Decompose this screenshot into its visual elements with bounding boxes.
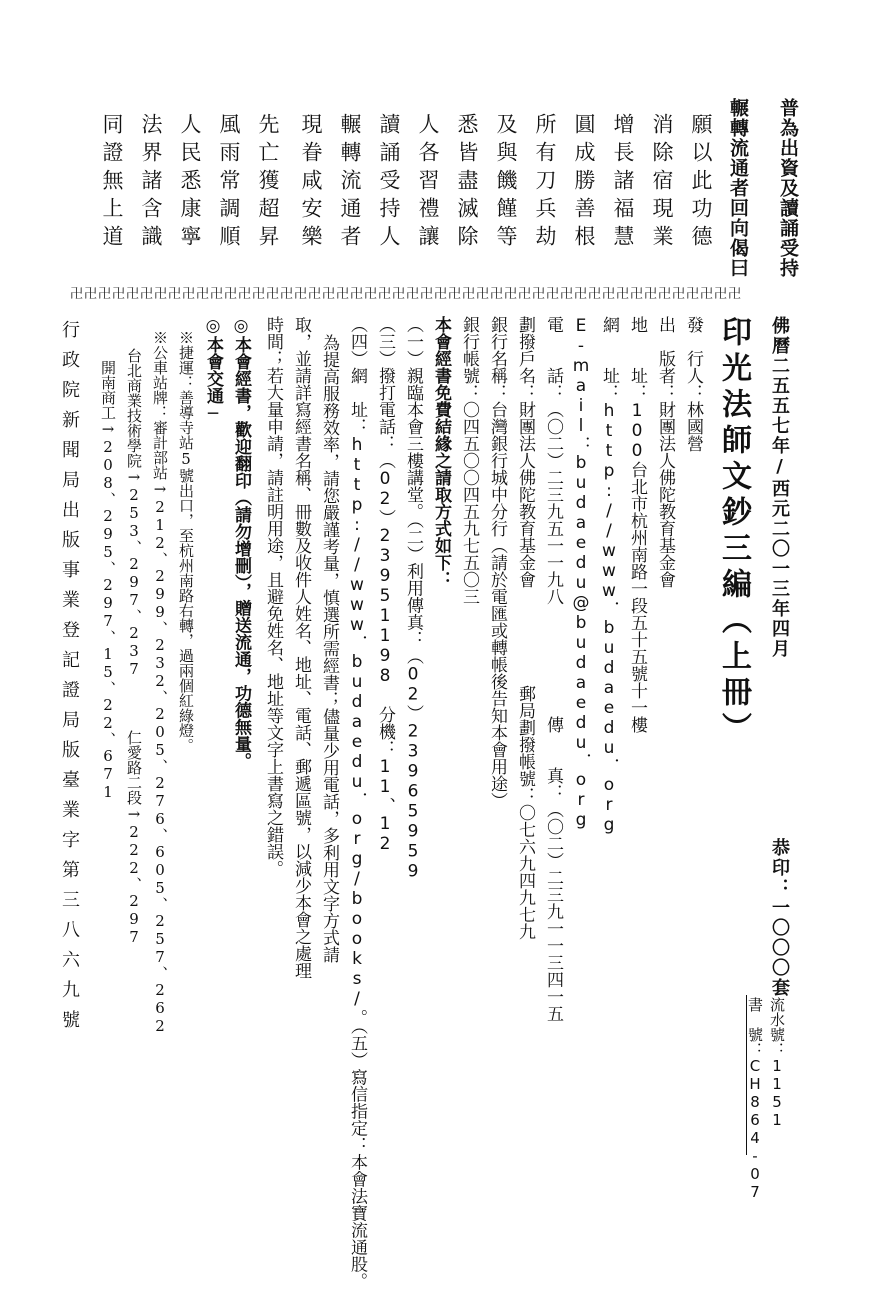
registration-line: 行政院新聞局出版事業登記證局版臺業字第三八六九號 [59, 320, 80, 1040]
phone: 電 話：（〇二）二三九五一一九八 [543, 316, 563, 605]
mrt-directions: ※捷運：善導寺站5號出口，至杭州南路右轉，過兩個紅綠燈。 [177, 330, 195, 753]
ornamental-divider: 卍卍卍卍卍卍卍卍卍卍卍卍卍卍卍卍卍卍卍卍卍卍卍卍卍卍卍卍卍卍卍卍卍卍卍卍卍卍卍卍卍卍卍卍卍卍卍卍 [70, 287, 743, 302]
print-quantity: 恭印：一〇〇〇套 [769, 838, 790, 998]
verse-line: 消除宿現業 [650, 113, 674, 253]
verse-line: 所有刀兵劫 [533, 113, 557, 253]
verse-line: 讀誦受持人 [377, 113, 401, 253]
bus-directions: 台北商業技術學院→253、297、237 [125, 348, 143, 678]
free-copies-heading: 本會經書免費結緣之請取方式如下： [431, 316, 451, 588]
email: E-mail：budaedu@budaedu．org [571, 316, 591, 830]
free-copies-line: （一）親臨本會三樓講堂。（二）利用傳真：（02）23965959 [403, 316, 423, 882]
verse-line: 悉皆盡滅除 [455, 113, 479, 253]
free-copies-line: （三）撥打電話：（02）23951198 分機：11、12 [375, 316, 395, 854]
reprint-notice: ◎本會經書，歡迎翻印（請勿增刪），贈送流通，功德無量。 [231, 316, 251, 770]
verse-line: 現眷咸安樂 [299, 113, 323, 253]
postal-account: 郵局劃撥帳號：〇七六九四九七九 [515, 685, 535, 940]
free-copies-note: 為提高服務效率，請您嚴謹考量，慎選所需經書；儘量少用電話，多利用文字方式請 [319, 334, 339, 963]
bus-directions: 仁愛路二段→222、297 [125, 730, 143, 946]
free-copies-note: 取，並請詳寫經書名稱、冊數及收件人姓名、地址、電話、郵遞區號，以減少本會之處理 [291, 316, 311, 979]
bank-name: 銀行名稱：台灣銀行城中分行（請於電匯或轉帳後告知本會用途） [487, 316, 507, 809]
bus-directions: ※公車站牌：審計部站→212、299、232、205、276、605、257、262 [151, 330, 169, 1035]
verse-line: 圓成勝善根 [572, 113, 596, 253]
website: 網 址：http://www．budaedu．org [599, 316, 619, 835]
verse-line: 願以此功德 [689, 113, 713, 253]
fax: 傳 真：（〇二）二三九一一三四一五 [543, 716, 563, 1022]
serial-box [746, 995, 803, 1201]
verse-line: 先亡獲超昇 [256, 113, 280, 253]
transport-heading: ◎本會交通─ [203, 316, 223, 424]
verse-line: 風雨常調順 [217, 113, 241, 253]
verse-line: 輾轉流通者 [338, 113, 362, 253]
book-title: 印光法師文鈔三編（上冊） [716, 316, 751, 748]
book-number: 書 號：CH864-07 [746, 997, 764, 1201]
verse-line: 及與饑饉等 [494, 113, 518, 253]
remit-name: 劃撥戶名：財團法人佛陀教育基金會 [515, 316, 535, 588]
dedication-heading-b: 輾轉流通者回向偈曰 [727, 98, 749, 278]
bus-directions: 開南商工→208、295、297、15、22、671 [99, 360, 117, 801]
publication-date: 佛曆二五五七年/西元二〇一三年四月 [769, 316, 790, 659]
verse-line: 增長諸福慧 [611, 113, 635, 253]
bank-account: 銀行帳號：〇四五〇〇四五九七五〇三 [459, 316, 479, 605]
verse-line: 人各習禮讓 [416, 113, 440, 253]
verse-line: 法界諸含識 [139, 113, 163, 253]
serial-number: 流水號：1151 [768, 997, 786, 1129]
free-copies-line: （四）網 址：http://www．budaedu．org/books/。（五）寫信指定：本會法寶流通股。 [347, 316, 367, 1290]
publisher: 出 版者：財團法人佛陀教育基金會 [655, 316, 675, 588]
verse-line: 人民悉康寧 [178, 113, 202, 253]
dedication-heading-a: 普為出資及讀誦受持 [777, 98, 799, 278]
address: 地 址：100台北市杭州南路一段五十五號十一樓 [627, 316, 647, 733]
publisher-person: 發 行人：林國營 [683, 316, 703, 452]
verse-line: 同證無上道 [100, 113, 124, 253]
free-copies-note: 時間；若大量申請，請註明用途，且避免姓名、地址等文字上書寫之錯誤。 [263, 316, 283, 877]
